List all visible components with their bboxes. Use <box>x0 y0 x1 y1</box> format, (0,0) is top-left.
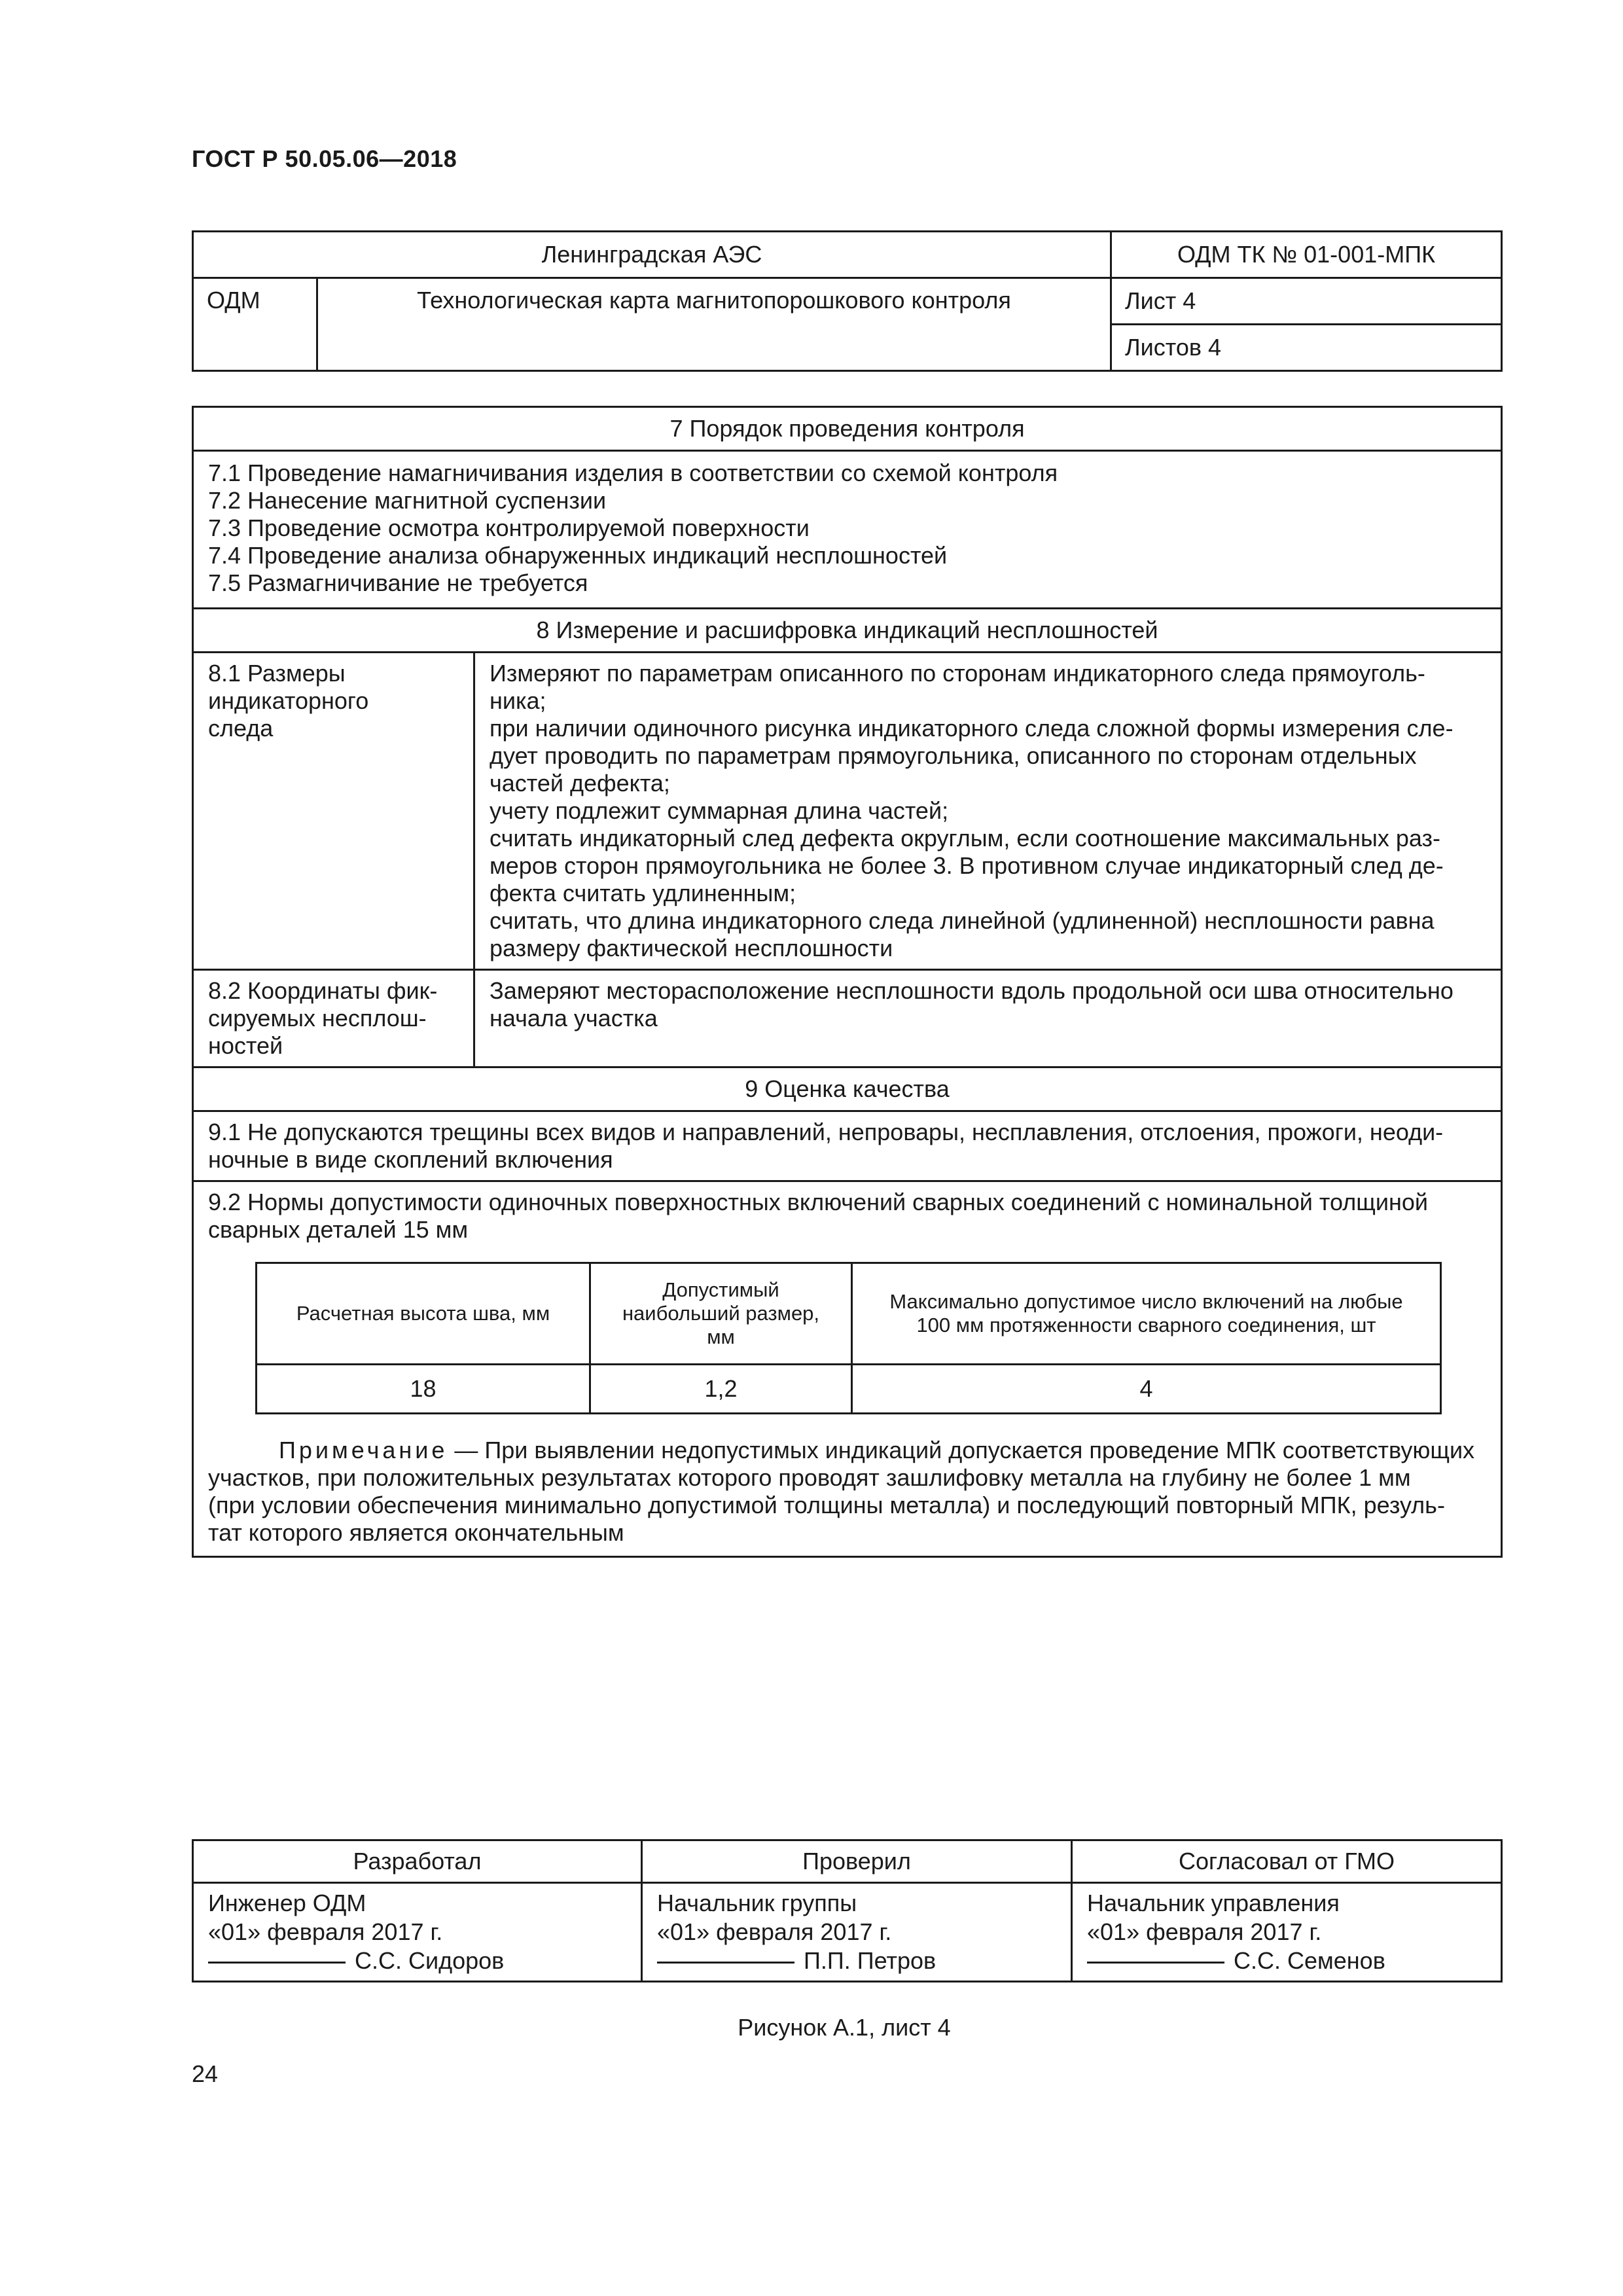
text-line: наибольший размер, <box>622 1302 820 1325</box>
text-line: 8.2 Координаты фик- <box>208 977 438 1004</box>
signer-name: П.П. Петров <box>804 1947 936 1974</box>
text-line: тат которого является окончательным <box>208 1519 624 1546</box>
procedure-table <box>192 406 1503 1558</box>
signature-line <box>657 1962 794 1964</box>
text-line: учету подлежит суммарная длина частей; <box>490 797 949 824</box>
acceptance-norms-table <box>255 1262 1442 1414</box>
signer-role: Начальник управления <box>1087 1890 1340 1916</box>
text-line: 9.2 Нормы допустимости одиночных поверхностных включений сварных соединений с номинальной толщиной <box>208 1189 1428 1215</box>
text-line: фекта считать удлиненным; <box>490 880 796 906</box>
text-line <box>657 1946 1056 1975</box>
sign-date: «01» февраля 2017 г. <box>1087 1918 1322 1945</box>
column-header-weld-height: Расчетная высота шва, мм <box>257 1263 590 1365</box>
text-line: при наличии одиночного рисунка индикаторного следа сложной формы измерения сле- <box>490 715 1454 742</box>
signature-table <box>192 1839 1503 1982</box>
text-line: Максимально допустимое число включений на любые <box>889 1290 1403 1313</box>
doc-type: ОДМ <box>193 278 317 371</box>
signer-name: С.С. Семенов <box>1234 1947 1385 1974</box>
section-9-paragraph-1 <box>193 1111 1502 1181</box>
text-line: следа <box>208 715 274 742</box>
approved-by-header: Согласовал от ГМО <box>1072 1840 1502 1883</box>
text-line: Допустимый <box>662 1278 779 1301</box>
list-item: 7.4 Проведение анализа обнаруженных индикаций несплошностей <box>208 542 948 569</box>
page-number: 24 <box>192 2060 219 2087</box>
text-line: считать индикаторный след дефекта округлым, если соотношение максимальных раз- <box>490 825 1440 852</box>
list-item: 7.5 Размагничивание не требуется <box>208 569 588 596</box>
column-header-max-count <box>852 1263 1441 1365</box>
plant-name: Ленинградская АЭС <box>193 232 1111 278</box>
section-9-title: 9 Оценка качества <box>193 1067 1502 1111</box>
signer-role: Начальник группы <box>657 1890 857 1916</box>
coordinates-label <box>193 970 474 1067</box>
indicator-size-label <box>193 653 474 970</box>
list-item: 7.2 Нанесение магнитной суспензии <box>208 487 607 514</box>
signer-name: С.С. Сидоров <box>355 1947 505 1974</box>
text-line: 9.1 Не допускаются трещины всех видов и направлений, непровары, несплавления, отслоения, прожоги, неоди- <box>208 1119 1444 1145</box>
text-line: ника; <box>490 687 546 714</box>
text-line: мм <box>707 1325 735 1348</box>
sheets-total-label: Листов 4 <box>1111 325 1502 371</box>
column-header-max-size <box>590 1263 852 1365</box>
checked-by-header: Проверил <box>642 1840 1072 1883</box>
doc-title: Технологическая карта магнитопорошкового контроля <box>317 278 1111 371</box>
developed-by-header: Разработал <box>193 1840 642 1883</box>
section-8-title: 8 Измерение и расшифровка индикаций несплошностей <box>193 609 1502 653</box>
cell-max-count: 4 <box>852 1365 1441 1414</box>
text-line: Замеряют месторасположение несплошности вдоль продольной оси шва относительно <box>490 977 1454 1004</box>
text-line: сварных деталей 15 мм <box>208 1216 469 1243</box>
text-line: частей дефекта; <box>490 770 670 797</box>
signature-line <box>208 1962 346 1964</box>
signer-role: Инженер ОДМ <box>208 1890 366 1916</box>
section-7-items <box>193 451 1502 609</box>
text-line: участков, при положительных результатах которого проводят зашлифовку металла на глубину не более 1 мм <box>208 1464 1411 1491</box>
text-line <box>208 1946 626 1975</box>
note <box>208 1437 1486 1547</box>
text-line: размеру фактической несплошности <box>490 935 893 961</box>
section-9-paragraph-2 <box>193 1181 1502 1557</box>
developer-signature <box>193 1883 642 1982</box>
coordinates-description <box>474 970 1502 1067</box>
doc-number: ОДМ ТК № 01-001-МПК <box>1111 232 1502 278</box>
signature-line <box>1087 1962 1224 1964</box>
standard-title: ГОСТ Р 50.05.06—2018 <box>192 145 457 172</box>
header-table <box>192 230 1503 372</box>
checker-signature <box>642 1883 1072 1982</box>
text-line <box>1087 1946 1486 1975</box>
note-label: Примечание <box>279 1437 448 1463</box>
text-line: сируемых несплош- <box>208 1005 427 1031</box>
sheet-label: Лист 4 <box>1111 278 1502 325</box>
text-line: начала участка <box>490 1005 658 1031</box>
cell-max-size: 1,2 <box>590 1365 852 1414</box>
text-line: 100 мм протяженности сварного соединения, шт <box>916 1314 1376 1336</box>
note-text: — При выявлении недопустимых индикаций допускается проведение МПК соответствующих <box>448 1437 1475 1463</box>
section-7-title: 7 Порядок проведения контроля <box>193 407 1502 451</box>
text-line: дует проводить по параметрам прямоугольника, описанного по сторонам отдельных <box>490 742 1417 769</box>
cell-weld-height: 18 <box>257 1365 590 1414</box>
text-line: индикаторного <box>208 687 369 714</box>
sign-date: «01» февраля 2017 г. <box>208 1918 443 1945</box>
figure-caption: Рисунок А.1, лист 4 <box>738 2014 951 2041</box>
list-item: 7.1 Проведение намагничивания изделия в соответствии со схемой контроля <box>208 459 1058 486</box>
text-line: (при условии обеспечения минимально допустимой толщины металла) и последующий повторный МПК, резуль- <box>208 1492 1445 1518</box>
text-line: ностей <box>208 1032 283 1059</box>
text-line: меров сторон прямоугольника не более 3. В противном случае индикаторный след де- <box>490 852 1444 879</box>
text-line: ночные в виде скоплений включения <box>208 1146 613 1173</box>
text-line <box>208 1437 1486 1464</box>
text-line: считать, что длина индикаторного следа линейной (удлиненной) несплошности равна <box>490 907 1435 934</box>
text-line: 8.1 Размеры <box>208 660 346 687</box>
indicator-size-description <box>474 653 1502 970</box>
approver-signature <box>1072 1883 1502 1982</box>
list-item: 7.3 Проведение осмотра контролируемой поверхности <box>208 514 810 541</box>
sign-date: «01» февраля 2017 г. <box>657 1918 892 1945</box>
text-line: Измеряют по параметрам описанного по сторонам индикаторного следа прямоуголь- <box>490 660 1425 687</box>
